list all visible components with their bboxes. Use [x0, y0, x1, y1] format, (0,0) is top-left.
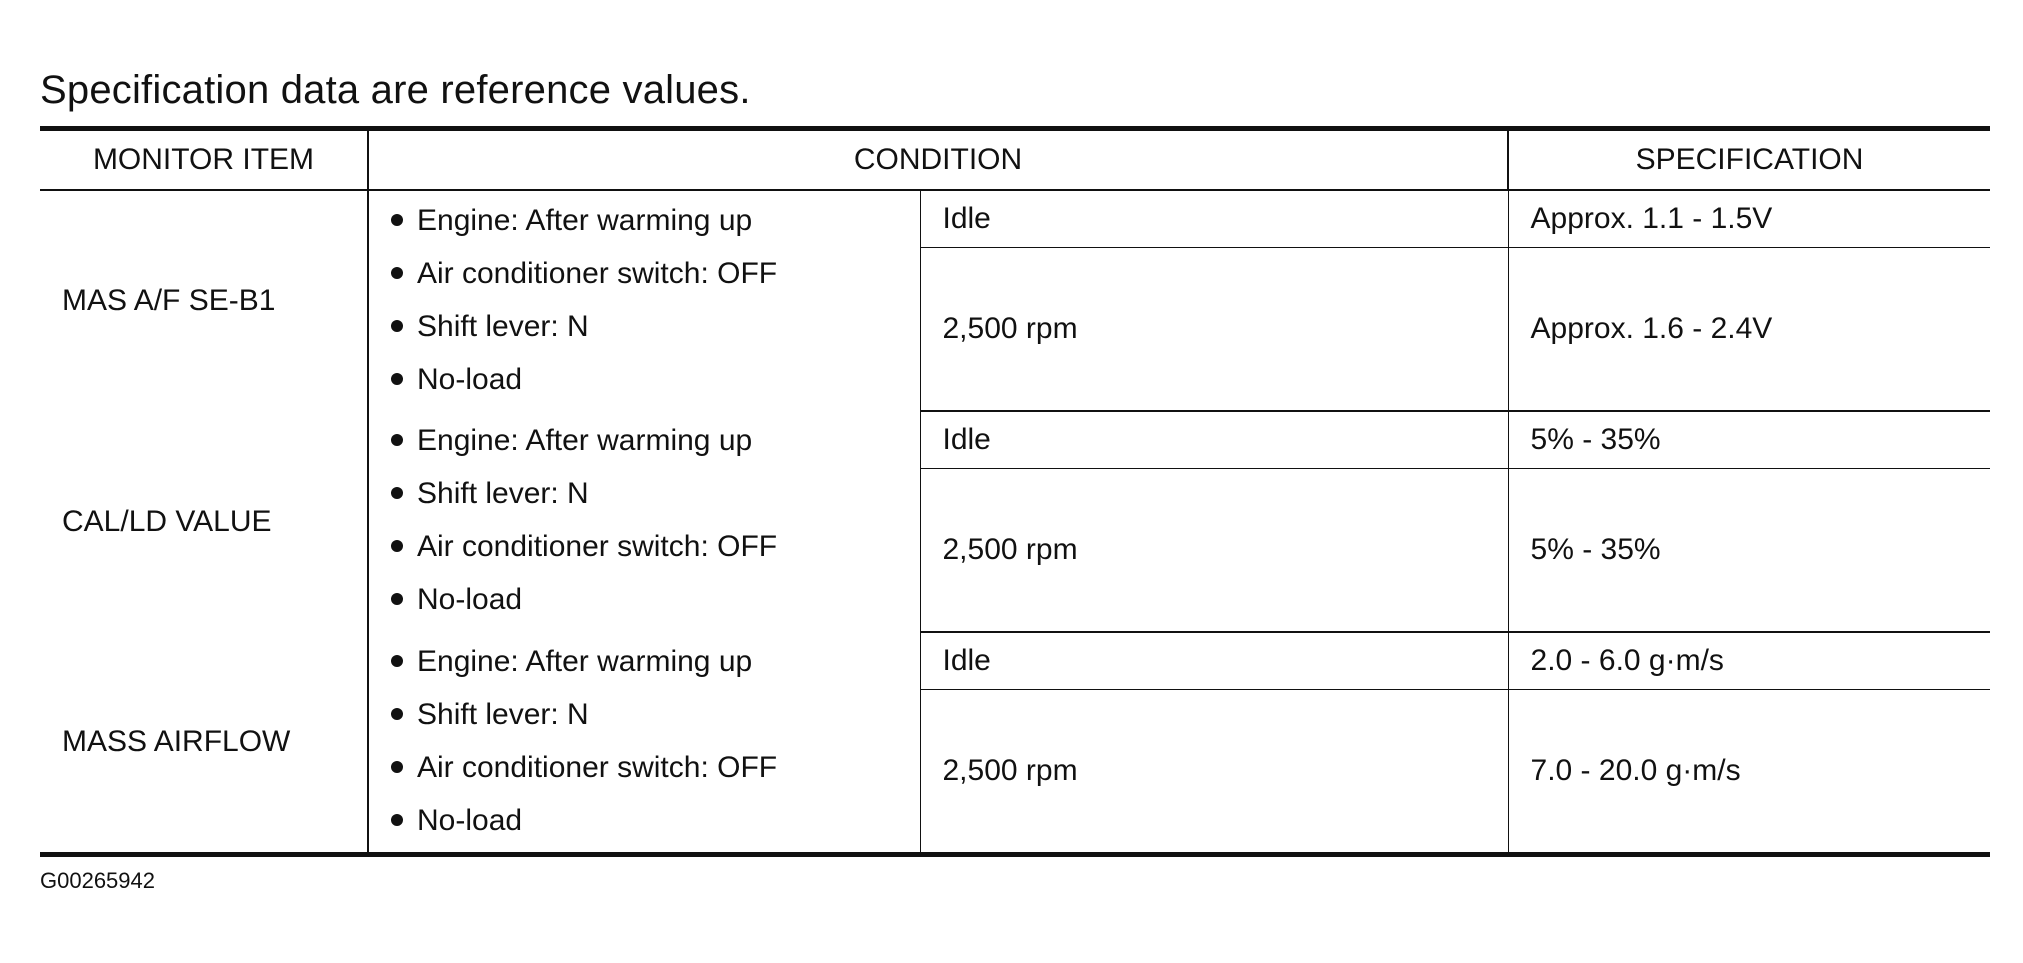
table-row [40, 411, 1990, 469]
list-item: Engine: After warming up [391, 199, 920, 252]
rpm-spec-cell: 5% - 35% [1508, 469, 1990, 633]
rpm-label-cell: 2,500 rpm [920, 469, 1508, 633]
table-row [40, 632, 1990, 690]
bullet-icon [391, 655, 403, 667]
monitor-item-cell: MAS A/F SE-B1 [40, 190, 368, 411]
list-item: No-load [391, 358, 920, 411]
bullet-icon [391, 593, 403, 605]
list-item: Air conditioner switch: OFF [391, 525, 920, 578]
bullet-icon [391, 708, 403, 720]
bullet-icon [391, 320, 403, 332]
table-row [40, 190, 1990, 248]
bullet-icon [391, 373, 403, 385]
list-item: Shift lever: N [391, 472, 920, 525]
idle-label-cell: Idle [920, 411, 1508, 469]
condition-list [369, 419, 920, 631]
idle-label-cell: Idle [920, 632, 1508, 690]
list-item: Air conditioner switch: OFF [391, 746, 920, 799]
table-header-row [40, 129, 1990, 191]
idle-spec-cell: 2.0 - 6.0 g·m/s [1508, 632, 1990, 690]
condition-list [369, 640, 920, 852]
header-specification: SPECIFICATION [1508, 129, 1990, 191]
bullet-icon [391, 487, 403, 499]
specification-table [40, 126, 1990, 857]
rpm-spec-cell: 7.0 - 20.0 g·m/s [1530, 754, 1741, 787]
condition-cell [368, 632, 920, 855]
list-item: No-load [391, 578, 920, 631]
bullet-icon [391, 761, 403, 773]
bullet-icon [391, 214, 403, 226]
monitor-item-cell: MASS AIRFLOW [40, 632, 368, 855]
condition-list [369, 199, 920, 411]
idle-spec-cell: 5% - 35% [1508, 411, 1990, 469]
header-monitor-item: MONITOR ITEM [40, 129, 368, 191]
list-item: No-load [391, 799, 920, 852]
list-item: Shift lever: N [391, 693, 920, 746]
condition-cell [368, 190, 920, 411]
list-item: Engine: After warming up [391, 419, 920, 472]
bullet-icon [391, 540, 403, 552]
rpm-label-cell: 2,500 rpm [920, 690, 1508, 855]
bullet-icon [391, 434, 403, 446]
list-item: Shift lever: N [391, 305, 920, 358]
figure-code: G00265942 [40, 868, 155, 893]
monitor-item-cell: CAL/LD VALUE [40, 411, 368, 632]
idle-label-cell: Idle [920, 190, 1508, 248]
list-item: Air conditioner switch: OFF [391, 252, 920, 305]
rpm-spec-cell: Approx. 1.6 - 2.4V [1508, 248, 1990, 412]
idle-spec-cell: Approx. 1.1 - 1.5V [1508, 190, 1990, 248]
list-item: Engine: After warming up [391, 640, 920, 693]
bullet-icon [391, 814, 403, 826]
rpm-label-cell: 2,500 rpm [920, 248, 1508, 412]
table-caption: Specification data are reference values. [40, 68, 751, 112]
bullet-icon [391, 267, 403, 279]
condition-cell [368, 411, 920, 632]
header-condition: CONDITION [368, 129, 1508, 191]
